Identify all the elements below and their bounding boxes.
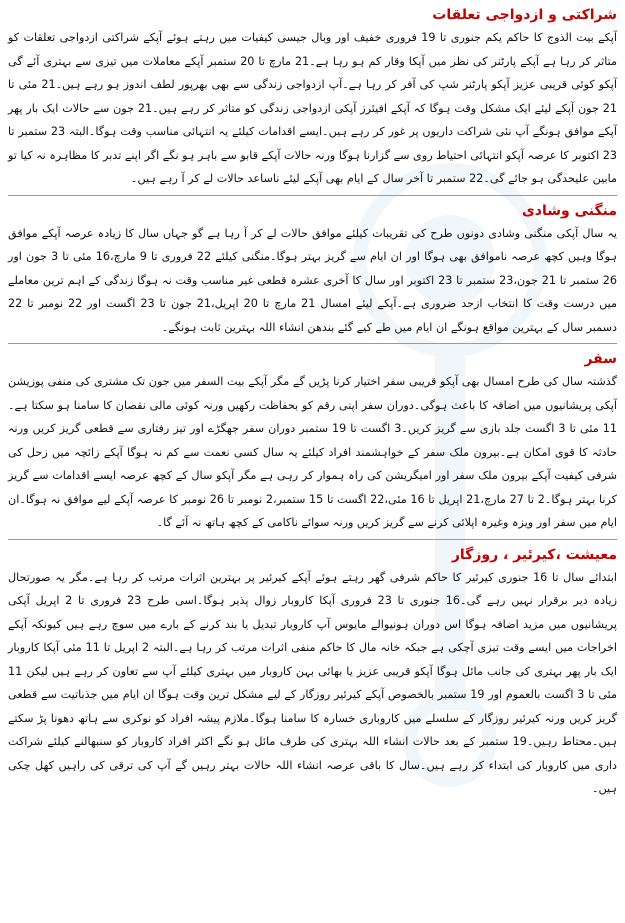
section-career (8, 544, 617, 801)
heading-engagement: منگنی وشادی (521, 202, 617, 219)
section-engagement (8, 200, 617, 340)
heading-career: معیشت ،کیرئیر ، روزگار (451, 546, 617, 563)
section-divider (8, 343, 617, 344)
paragraph-engagement: یہ سال آپکی منگنی وشادی دونوں طرح کی تقریبات کیلئے موافق حالات لے کر آ رہا ہے گو جہاں سال کا زیادہ عرصہ آپکے موافق ہوگا وہیں کچھ عرصہ ناموافق بھی ہوگا اور ان ایام سے گریز بہتر ہوگا۔منگنی کیلئے 22 فروری تا 9 مارچ،16 مئی تا 3 جون اور 26 ستمبر تا 21 جون،23 ستمبر تا 23 اکتوبر اور سال کا آخری عشرہ قطعی غیر مناسب وقت نہ ہوگا زندگی کے اہم ترین معاملے میں درست وقت کا انتخاب ازحد ضروری ہے۔آپکے لیئے امسال 21 مارچ تا 20 اپریل،21 جون تا 23 اگست اور 22 نومبر تا 22 دسمبر سال کے بہترین مواقع ہونگے ان ایام میں طے کیے گئے بندھن انشاء اللہ بہترین ثابت ہونگے۔ (8, 226, 618, 334)
paragraph-partnership: آپکے بیت الذوج کا حاکم یکم جنوری تا 19 فروری خفیف اور وبال جیسی کیفیات میں رہتے ہوئے آپکے شراکتی ازدواجی تعلقات کو متاثر کر رہا ہے آپکے پارٹنر کی نظر میں آپکا وقار کم ہو رہا ہے۔21 مارچ تا 20 ستمبر آپکے معاملات میں تیزی سے بہتری آئے گی آپکو کوئی قریبی عزیز آپکو پارٹنر شپ کی آفر کر رہا ہے۔آپ ازدواجی زندگی سے بھی بھرپور لطف اندوز ہو رہے ہیں۔21 مئی تا 21 جون آپکے لیئے ایک مشکل وقت ہوگا کہ آپکے افیئرز آپکی ازدواجی زندگی کو متاثر کر رہے ہیں۔21 جون سے حالات ایک بار پھر آپکے موافق ہونگے آپ نئی شراکت داریوں پر غور کر رہے ہیں۔ایسے اقدامات کیلئے یہ انتہائی مناسب وقت ہوگا۔البتہ 23 ستمبر تا 23 اکتوبر کا عرصہ آپکو انتہائی احتیاط روی سے گزارنا ہوگا ورنہ حالات آپکے قابو سے باہر ہو نگے اگر اپنے تدبر کا مظاہرہ نہ کیا تو مابین علیحدگی ہو جائے گی۔22 ستمبر تا آخر سال کے ایام بھی آپکے لیئے ناساعد حالات لے کر آ رہے ہیں۔ (7, 31, 617, 185)
section-travel (8, 348, 617, 535)
section-divider (8, 539, 617, 540)
section-partnership (8, 4, 617, 191)
paragraph-travel: گذشتہ سال کی طرح امسال بھی آپکو قریبی سفر اختیار کرنا پڑیں گے مگر آپکے بیت السفر میں جون تک مشتری کی منفی پوزیشن آپکی پریشانیوں میں اضافہ کا باعث ہوگی۔دوران سفر اپنی رقم کو بحفاظت رکھیں ورنہ کوئی مالی نقصان کا سامنا ہو سکتا ہے۔11 مئی تا 3 اگست جلد بازی سے گریز کریں۔3 اگست تا 19 ستمبر دوران سفر جھگڑے اور تیز رفتاری سے قطعی گریز کریں ورنہ حادثہ کا قوی امکان ہے۔بیرون ملک سفر کے خواہشمند افراد کیلئے یہ سال کسی نعمت سے کم نہ ہوگا آپکے زائچہ میں زحل کی شرفی کیفیت آپکے بیرون ملک سفر اور امیگریشن کی راہ ہموار کر رہی ہے مگر آپکو سال کے کچھ عرصہ ایسے اقدامات سے گریز کرنا بہتر ہوگا۔2 تا 27 مارچ،21 اپریل تا 16 مئی،22 اگست تا 15 ستمبر،2 نومبر تا 26 نومبر کا عرصہ آپکے لیے موافق نہ ہوگا۔ان ایام میں سفر اور ویزہ وغیرہ اپلائی کرنے سے گریز کریں ورنہ سوائے ناکامی کے کچھ ہاتھ نہ آئے گا۔ (8, 375, 617, 529)
paragraph-career: ابتدائے سال تا 16 جنوری کیرئیر کا حاکم شرفی گھر رہتے ہوئے آپکے کیرئیر پر بہترین اثرات مرتب کر رہا ہے۔مگر یہ صورتحال زیادہ دیر برقرار نہیں رہے گی۔16 جنوری تا 23 فروری آپکا کاروبار زوال پذیر ہوگا۔اسی طرح 23 فروری تا 2 اپریل آپکی پریشانیوں میں مزید اضافہ ہوگا اس دوران ہونیوالے مایوس آپ کاروبار تبدیل یا بند کرنے کے بارے میں سوچ رہے ہیں کیونکہ آپکے اخراجات میں ایسے وقت تیزی آچکی ہے جبکہ خانہ مال کا حاکم منفی اثرات مرتب کر رہا ہے۔البتہ 2 اپریل تا 11 مئی آپکا کاروبار ایک بار پھر بہتری کی جانب مائل ہوگا آپکو قریبی عزیز یا بھائی بہن کاروبار میں بہتری کیلئے آپ سے تعاون کر رہے ہیں لیکن 11 مئی تا 3 اگست بالعموم اور 19 ستمبر بالخصوص آپکے کیرئیر روزگار کے لیے مشکل ترین وقت ہوگا ان ایام میں جذباتیت سے قطعی گریز کریں ورنہ کیرئیر روزگار کے سلسلے میں کاروباری خسارہ کا سامنا ہوگا۔ملازم پیشہ افراد کو نوکری سے ہاتھ دھونا پڑ سکتے ہیں۔محتاط رہیں۔19 ستمبر کے بعد حالات انشاء اللہ بہتری کی طرف مائل ہو نگے اکثر افراد کاروبار کو سنبھالنے کیلئے شراکت داری میں کاروبار کی ابتداء کر رہے ہیں۔سال کا باقی عرصہ انشاء اللہ حالات بہتر رہیں گے آپ کی ترقی کی راہیں کھل چکی ہیں۔ (8, 570, 618, 795)
heading-travel: سفر (584, 351, 617, 367)
section-divider (8, 195, 617, 196)
heading-partnership: شراکتی و ازدواجی تعلقات (432, 7, 617, 23)
